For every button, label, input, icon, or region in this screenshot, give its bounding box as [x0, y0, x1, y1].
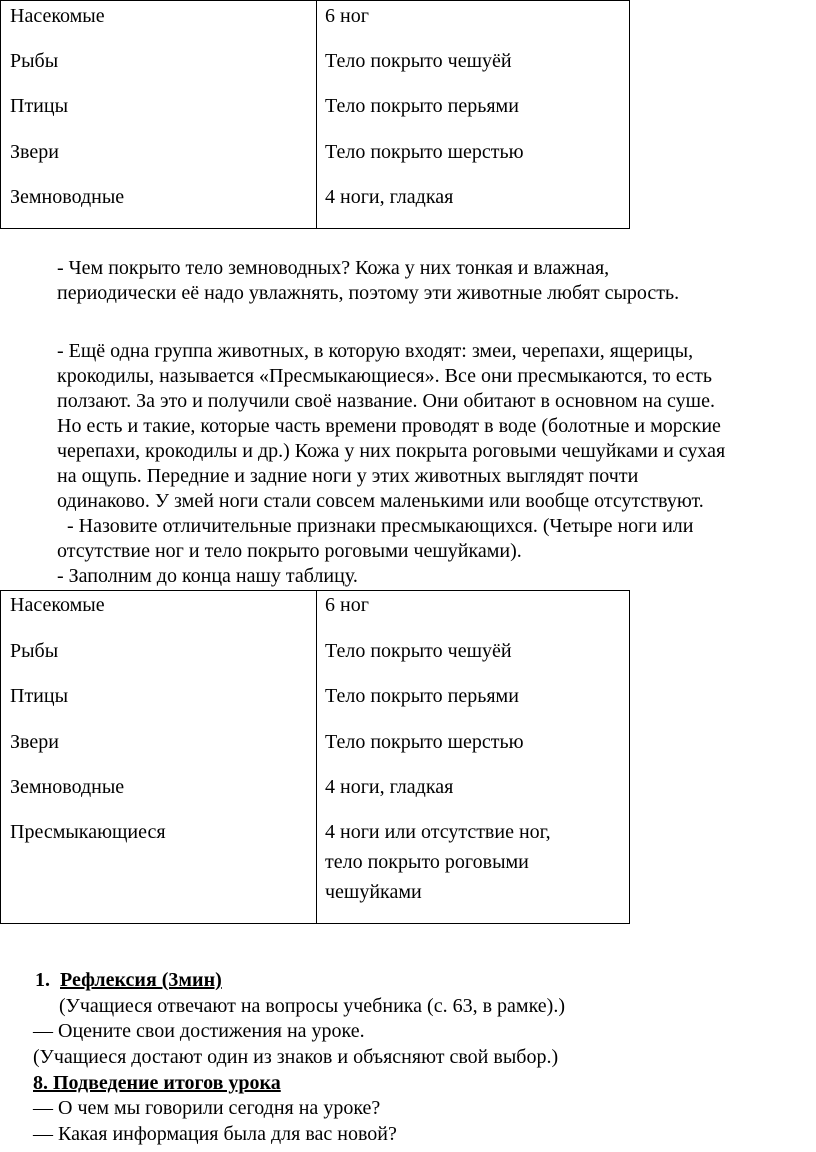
text-line: - Чем покрыто тело земноводных? Кожа у них тонкая и влажная, [57, 257, 610, 279]
cell: 4 ноги, гладкая [325, 776, 454, 798]
cell: Тело покрыто шерстью [325, 141, 524, 163]
text-line: отсутствие ног и тело покрыто роговыми чешуйками). [57, 540, 522, 562]
cell: Пресмыкающиеся [10, 821, 166, 843]
text-line: Но есть и такие, которые часть времени проводят в воде (болотные и морские [57, 415, 721, 437]
paragraph-reptiles [57, 339, 725, 589]
text-line: периодически её надо увлажнять, поэтому эти животные любят сырость. [57, 282, 680, 304]
cell: Звери [10, 731, 59, 753]
text-line: ползают. За это и получили своё название. Они обитают в основном на суше. [57, 390, 715, 412]
section-8-heading: 8. Подведение итогов урока [33, 1071, 281, 1094]
cell: Звери [10, 141, 59, 163]
reflection-heading [35, 968, 565, 994]
animals-table-1 [0, 0, 630, 229]
cell: Рыбы [10, 640, 59, 662]
cell: 4 ноги или отсутствие ног, [325, 821, 551, 843]
cell: Насекомые [10, 5, 105, 27]
text-line: - Назовите отличительные признаки пресмыкающихся. (Четыре ноги или [57, 515, 694, 537]
column-divider [316, 591, 317, 923]
text-line: черепахи, крокодилы и др.) Кожа у них покрыта роговыми чешуйками и сухая [57, 440, 726, 462]
cell: Земноводные [10, 776, 125, 798]
item-number: 1. [35, 969, 50, 991]
cell: Рыбы [10, 50, 59, 72]
text-line: крокодилы, называется «Пресмыкающиеся». Все они пресмыкаются, то есть [57, 365, 713, 387]
text-line: (Учащиеся отвечают на вопросы учебника (с. 63, в рамке).) [59, 994, 565, 1017]
text-line: - Ещё одна группа животных, в которую входят: змеи, черепахи, ящерицы, [57, 340, 694, 362]
text-line: на ощупь. Передние и задние ноги у этих животных выглядят почти [57, 465, 639, 487]
cell: 6 ног [325, 594, 369, 616]
animals-table-2 [0, 590, 630, 924]
cell: Тело покрыто шерстью [325, 731, 524, 753]
paragraph-amphibians [57, 256, 679, 306]
reflection-title: Рефлексия (3мин) [60, 969, 222, 991]
text-line: одинаково. У змей ноги стали совсем маленькими или вообще отсутствуют. [57, 490, 704, 512]
cell: чешуйками [325, 881, 422, 903]
cell: Земноводные [10, 186, 125, 208]
cell: Насекомые [10, 594, 105, 616]
reflection-section [35, 968, 565, 1148]
cell: тело покрыто роговыми [325, 851, 529, 873]
column-divider [316, 1, 317, 228]
text-line: (Учащиеся достают один из знаков и объясняют свой выбор.) [33, 1046, 559, 1069]
text-line: — О чем мы говорили сегодня на уроке? [33, 1097, 381, 1120]
cell: Птицы [10, 95, 69, 117]
text-line: — Какая информация была для вас новой? [33, 1123, 397, 1146]
cell: Тело покрыто чешуёй [325, 640, 512, 662]
text-line: — Оцените свои достижения на уроке. [33, 1020, 365, 1043]
cell: Птицы [10, 685, 69, 707]
cell: 4 ноги, гладкая [325, 186, 454, 208]
cell: Тело покрыто перьями [325, 685, 519, 707]
cell: Тело покрыто чешуёй [325, 50, 512, 72]
cell: 6 ног [325, 5, 369, 27]
text-line: - Заполним до конца нашу таблицу. [57, 565, 358, 587]
cell: Тело покрыто перьями [325, 95, 519, 117]
